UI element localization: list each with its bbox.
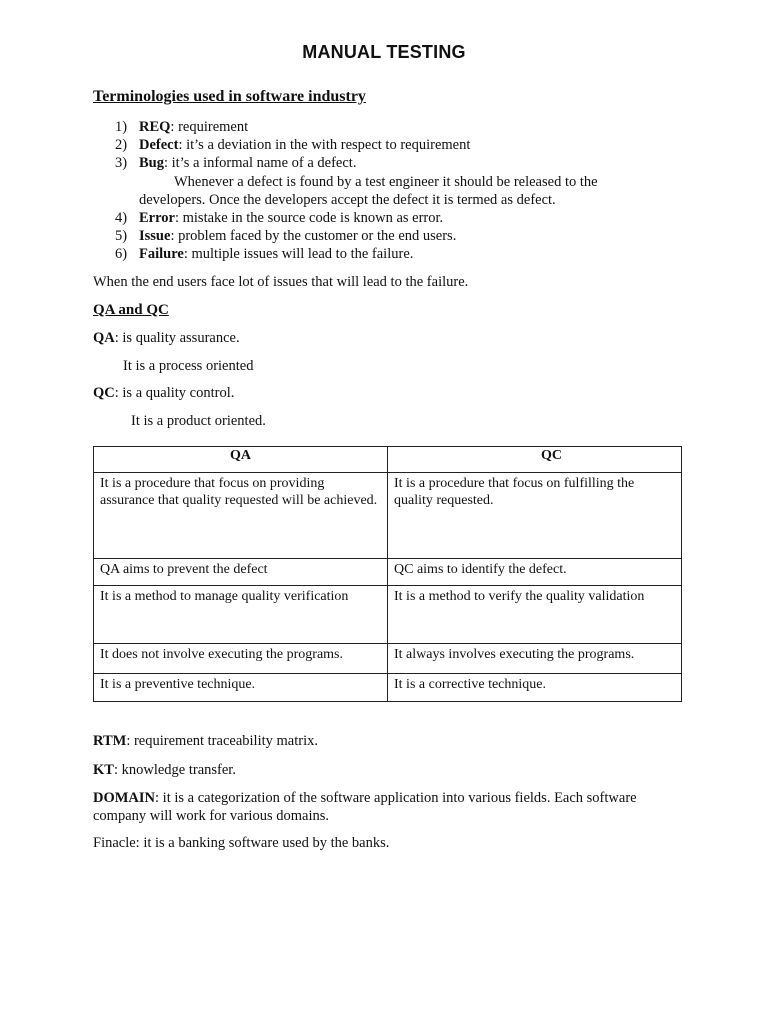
table-cell: It does not involve executing the programs.: [94, 644, 388, 674]
table-row: [94, 586, 682, 644]
column-header-qc: QC: [388, 447, 682, 473]
domain-description-line1: : it is a categorization of the software application into various fields. Each software: [155, 790, 637, 806]
kt-definition: [93, 761, 236, 779]
list-item: [115, 118, 248, 136]
failure-note: When the end users face lot of issues that will lead to the failure.: [93, 274, 469, 290]
term-label: Failure: [139, 246, 184, 262]
term-label: Error: [139, 210, 175, 226]
table-cell: QA aims to prevent the defect: [94, 559, 388, 586]
table-cell: It always involves executing the programs.: [388, 644, 682, 674]
qa-definition: [93, 329, 240, 347]
list-number: 3): [115, 155, 128, 171]
domain-term: DOMAIN: [93, 790, 156, 806]
list-number: 6): [115, 246, 128, 262]
term-description: : multiple issues will lead to the failure.: [183, 246, 414, 262]
table-cell: QC aims to identify the defect.: [388, 559, 682, 586]
term-label: Defect: [139, 137, 179, 153]
list-item: [115, 136, 470, 154]
table-row: [94, 559, 682, 586]
term-label: Issue: [139, 228, 171, 244]
term-description: : requirement: [170, 119, 249, 135]
table-row: [94, 473, 682, 559]
qc-note: It is a product oriented.: [131, 413, 266, 429]
rtm-description: : requirement traceability matrix.: [126, 733, 318, 749]
table-row: [94, 674, 682, 702]
list-item: [115, 209, 443, 227]
qa-description: : is quality assurance.: [114, 330, 240, 346]
list-number: 5): [115, 228, 128, 244]
term-description: : problem faced by the customer or the end users.: [170, 228, 457, 244]
term-label: Bug: [139, 155, 164, 171]
finacle-note: Finacle: it is a banking software used by the banks.: [93, 835, 390, 851]
list-item: [115, 154, 356, 172]
qa-qc-comparison-table: [93, 446, 682, 702]
table-cell: It is a preventive technique.: [94, 674, 388, 702]
qa-note: It is a process oriented: [123, 358, 254, 374]
list-item: [115, 245, 413, 263]
table-cell: It is a corrective technique.: [388, 674, 682, 702]
qc-term: QC: [93, 385, 115, 401]
table-row: [94, 644, 682, 674]
table-cell: It is a procedure that focus on fulfilling the quality requested.: [388, 473, 682, 559]
table-cell: It is a procedure that focus on providing assurance that quality requested will be achieved.: [94, 473, 388, 559]
table-header-row: [94, 447, 682, 473]
term-description: : it’s a deviation in the with respect to requirement: [178, 137, 471, 153]
rtm-definition: [93, 732, 318, 750]
table-cell: It is a method to verify the quality validation: [388, 586, 682, 644]
list-number: 2): [115, 137, 128, 153]
domain-definition: [93, 789, 637, 807]
column-header-qa: QA: [94, 447, 388, 473]
list-number: 1): [115, 119, 128, 135]
list-item: [115, 227, 456, 245]
term-description: : mistake in the source code is known as error.: [174, 210, 444, 226]
kt-description: : knowledge transfer.: [113, 762, 236, 778]
term-description: : it’s a informal name of a defect.: [164, 155, 357, 171]
qa-term: QA: [93, 330, 115, 346]
qa-qc-heading: QA and QC: [93, 302, 169, 318]
bug-note-line2: developers. Once the developers accept the defect it is termed as defect.: [139, 192, 556, 208]
qc-definition: [93, 384, 234, 402]
list-number: 4): [115, 210, 128, 226]
domain-description-line2: company will work for various domains.: [93, 808, 329, 824]
rtm-term: RTM: [93, 733, 127, 749]
qc-description: : is a quality control.: [114, 385, 235, 401]
term-label: REQ: [139, 119, 171, 135]
page-title: MANUAL TESTING: [302, 42, 466, 62]
kt-term: KT: [93, 762, 114, 778]
terminology-heading: Terminologies used in software industry: [93, 88, 366, 105]
bug-note-line1: Whenever a defect is found by a test engineer it should be released to the: [174, 174, 598, 190]
table-cell: It is a method to manage quality verification: [94, 586, 388, 644]
